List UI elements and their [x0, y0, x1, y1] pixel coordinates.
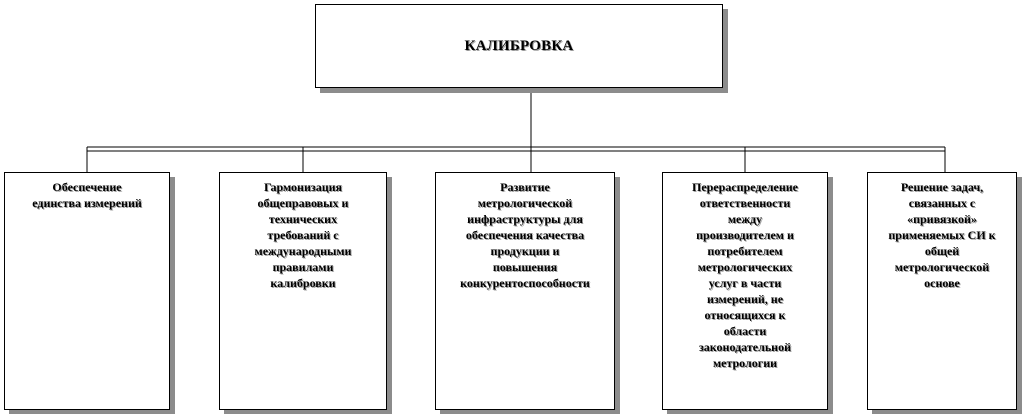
child-node-harmonization: [219, 172, 387, 410]
child-node-infrastructure: [435, 172, 615, 410]
child-node-unity: [4, 172, 170, 410]
child-label: Обеспечение единства измерений: [32, 180, 142, 210]
child-node-responsibility: [662, 172, 828, 410]
child-label: Гармонизация общеправовых и технических требований с международными правилами калибровки: [254, 180, 352, 290]
child-label: Развитие метрологической инфраструктуры для обеспечения качества продукции и повышения конкурентоспособности: [460, 180, 590, 290]
child-node-tasks: [867, 172, 1017, 410]
child-label: Перераспределение ответственности между производителем и потребителем метрологических услуг в части измерений, не относящихся к области законодательной метрологии: [691, 180, 799, 370]
child-label: Решение задач, связанных с «привязкой» применяемых СИ к общей метрологической основе: [888, 180, 996, 290]
root-title: КАЛИБРОВКА: [464, 37, 574, 54]
root-node: [315, 4, 723, 88]
